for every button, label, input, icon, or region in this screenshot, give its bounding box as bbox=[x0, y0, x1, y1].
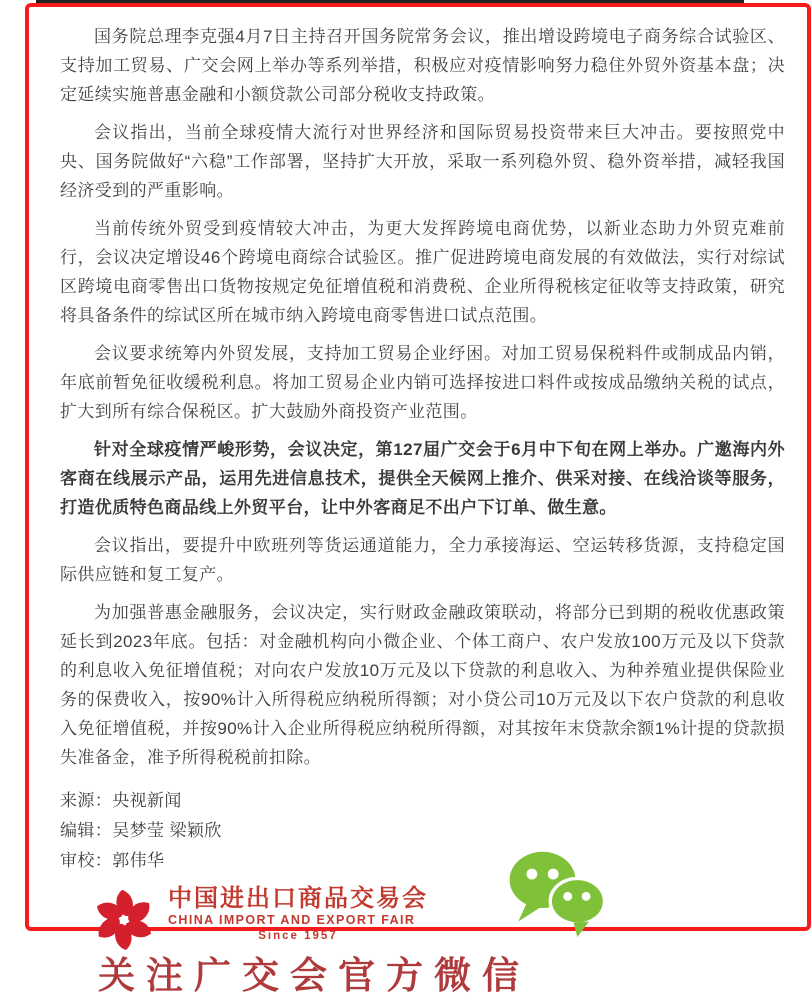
paragraph-3: 当前传统外贸受到疫情较大冲击，为更大发挥跨境电商优势，以新业态助力外贸克难前行，会议决定增设46个跨境电商综合试验区。推广促进跨境电商发展的有效做法，实行对综试区跨境电商零售出口货物按规定免征增值税和消费税、企业所得税核定征收等支持政策，研究将具备条件的综试区所在城市纳入跨境电商零售进口试点范围。 bbox=[60, 219, 785, 325]
paragraph-1: 国务院总理李克强4月7日主持召开国务院常务会议，推出增设跨境电子商务综合试验区、支持加工贸易、广交会网上举办等系列举措，积极应对疫情影响努力稳住外贸外资基本盘；决定延续实施普惠金融和小额贷款公司部分税收支持政策。 bbox=[60, 27, 785, 104]
paragraph-4: 会议要求统筹内外贸发展，支持加工贸易企业纾困。对加工贸易保税料件或制成品内销，年底前暂免征收缓税利息。将加工贸易企业内销可选择按进口料件或按成品缴纳关税的试点，扩大到所有综合保税区。扩大鼓励外商投资产业范围。 bbox=[60, 344, 785, 421]
paragraph-2: 会议指出，当前全球疫情大流行对世界经济和国际贸易投资带来巨大冲击。要按照党中央、国务院做好“六稳”工作部署，坚持扩大开放，采取一系列稳外贸、稳外资举措，减轻我国经济受到的严重影响。 bbox=[60, 123, 785, 200]
red-border-frame bbox=[25, 3, 811, 996]
canton-fair-logo bbox=[90, 884, 785, 954]
logo-since-label: Since 1957 bbox=[258, 930, 338, 942]
logo-name-en: CHINA IMPORT AND EXPORT FAIR bbox=[168, 913, 416, 927]
logo-text-block bbox=[168, 884, 428, 943]
paragraph-7: 为加强普惠金融服务，会议决定，实行财政金融政策联动，将部分已到期的税收优惠政策延长到2023年底。包括：对金融机构向小微企业、个体工商户、农户发放100万元及以下贷款的利息收入免征增值税；对向农户发放10万元及以下贷款的利息收入、为种养殖业提供保险业务的保费收入，按90%计入所得税应纳税所得额；对小贷公司10万元及以下农户贷款的利息收入免征增值税，并按90%计入企业所得税应纳税所得额，对其按年末贷款余额1%计提的贷款损失准备金，准予所得税税前扣除。 bbox=[60, 603, 785, 767]
logo-name-cn: 中国进出口商品交易会 bbox=[168, 885, 428, 912]
canton-fair-flower-icon bbox=[90, 884, 158, 952]
credit-reviewer: 审校：郭伟华 bbox=[60, 851, 165, 870]
credit-source: 来源：央视新闻 bbox=[60, 791, 182, 810]
credit-editor: 编辑：吴梦莹 梁颖欣 bbox=[60, 821, 222, 840]
paragraph-6: 会议指出，要提升中欧班列等货运通道能力，全力承接海运、空运转移货源，支持稳定国际供应链和复工复产。 bbox=[60, 536, 785, 584]
paragraph-5-bold: 针对全球疫情严峻形势，会议决定，第127届广交会于6月中下旬在网上举办。广邀海内外客商在线展示产品，运用先进信息技术，提供全天候网上推介、供采对接、在线洽谈等服务，打造优质特色商品线上外贸平台，让中外客商足不出户下订单、做生意。 bbox=[60, 440, 785, 517]
credits-block bbox=[60, 786, 785, 876]
follow-wechat-banner: 关注广交会官方微信 bbox=[98, 955, 530, 996]
wechat-icon bbox=[505, 846, 613, 938]
